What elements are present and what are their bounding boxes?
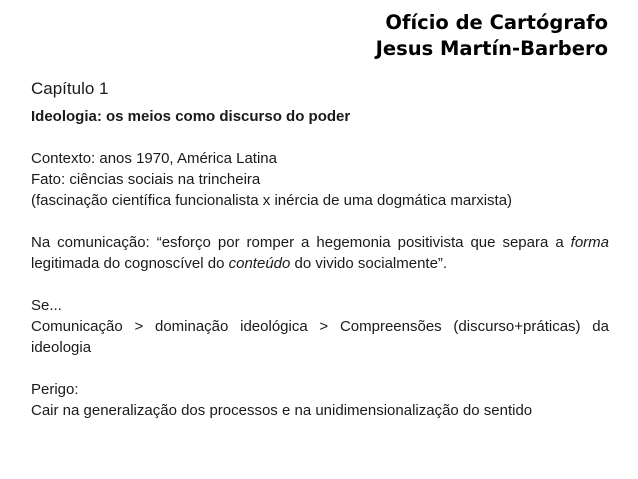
title-block xyxy=(376,10,608,62)
context-line: Contexto: anos 1970, América Latina xyxy=(31,150,277,167)
danger-label: Perigo: xyxy=(31,381,79,398)
chain-paragraph: Comunicação > dominação ideológica > Compreensões (discurso+práticas) da ideologia xyxy=(31,318,609,356)
communication-text-1: Na comunicação: “esforço por romper a hegemonia positivista que separa a xyxy=(31,234,571,251)
communication-paragraph xyxy=(31,232,609,274)
chapter-title: Ideologia: os meios como discurso do poder xyxy=(31,108,351,125)
chapter-label: Capítulo 1 xyxy=(31,79,109,98)
danger-text: Cair na generalização dos processos e na unidimensionalização do sentido xyxy=(31,402,533,419)
communication-emphasis-form: forma xyxy=(570,234,609,251)
communication-text-2: legitimada do cognoscível do xyxy=(31,255,229,272)
fact-line: Fato: ciências sociais na trincheira xyxy=(31,171,261,188)
communication-text-3: do vivido socialmente”. xyxy=(290,255,448,272)
if-label: Se... xyxy=(31,297,62,314)
slide-content xyxy=(31,78,609,421)
fact-detail-line: (fascinação científica funcionalista x inércia de uma dogmática marxista) xyxy=(31,192,513,209)
author-name: Jesus Martín-Barbero xyxy=(375,37,608,60)
book-title: Ofício de Cartógrafo xyxy=(385,11,608,34)
communication-emphasis-content: conteúdo xyxy=(228,255,291,272)
